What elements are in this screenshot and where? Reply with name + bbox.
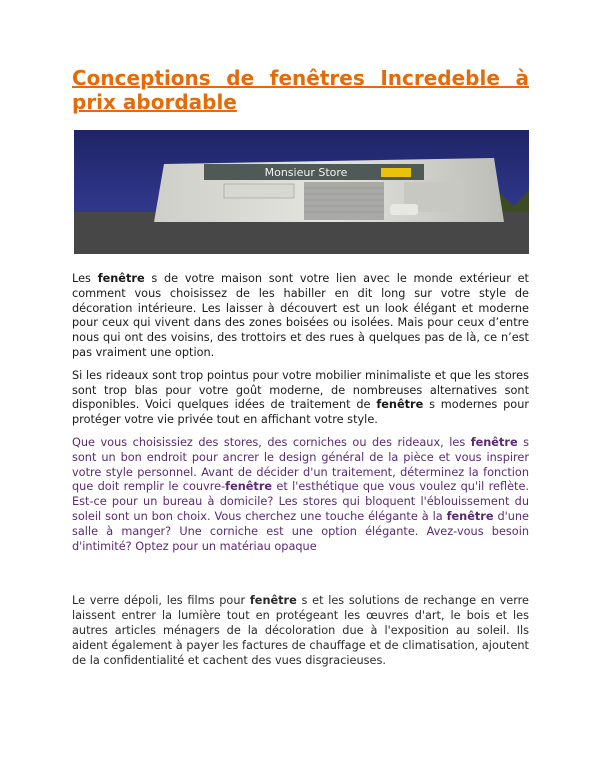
paragraph-2	[72, 369, 529, 428]
text: s de votre maison sont votre lien avec le monde extérieur et comment vous choisissez de les habiller en dit long sur votre style de décoration intérieure. Les laisser à découvert est un look élégant et moderne pour ceux qui vivent dans des zones boisées ou isolées. Mais pour ceux d’entre nous qui ont des voisins, des trottoirs et des rues à quelques pas de là, ce n’est pas vraiment une option.	[72, 272, 529, 359]
paragraph-3	[72, 436, 529, 554]
text: Que vous choisissiez des stores, des corniches ou des rideaux, les	[72, 435, 471, 449]
text: s sont un bon endroit pour ancrer le design général de la pièce et vous inspirer votre style personnel. Avant de décider d'un traitement, déterminez la fonction que doit remplir le couvre-	[72, 435, 529, 494]
paragraph-4	[72, 594, 529, 668]
text: s et les solutions de rechange en verre laissent entrer la lumière tout en protégeant les œuvres d'art, le bois et les autres articles ménagers de la décoloration due à l'exposition au soleil. Ils aident également à payer les factures de chauffage et de climatisation, ajoutent de la confidentialité et cachent des vues disgracieuses.	[72, 594, 529, 667]
storefront-photo	[74, 130, 529, 254]
text: et l'esthétique que vous voulez qu'il reflète. Est-ce pour un bureau à domicile? Les stores qui bloquent l'éblouissement du soleil sont un bon choix. Vous cherchez une touche élégante à la	[72, 480, 529, 523]
garage-door	[304, 182, 384, 220]
store-sign: Monsieur Store	[264, 166, 348, 179]
text: s modernes pour protéger votre vie privée tout en affichant votre style.	[72, 398, 529, 427]
text: Les	[72, 272, 98, 285]
document-page	[72, 66, 529, 668]
windows	[224, 184, 294, 198]
keyword: fenêtre	[376, 398, 424, 412]
text: Si les rideaux sont trop pointus pour votre mobilier minimaliste et que les stores sont trop blas pour votre goût moderne, de nombreuses alternatives sont disponibles. Voici quelques idées de traitement de	[72, 368, 529, 412]
paragraph-1	[72, 272, 529, 361]
keyword: fenêtre	[249, 594, 297, 608]
text: d'une salle à manger? Une corniche est une option élégante. Avez-vous besoin d'intimité? Optez pour un matériau opaque	[72, 509, 529, 553]
sign-logo	[381, 168, 411, 177]
parked-car	[390, 204, 418, 215]
text: Le verre dépoli, les films pour	[72, 594, 250, 608]
keyword: fenêtre	[97, 272, 145, 285]
keyword: fenêtre	[225, 480, 273, 494]
page-title[interactable]: Conceptions de fenêtres Incredeble à prix abordable	[72, 66, 529, 114]
keyword: fenêtre	[470, 435, 518, 449]
keyword: fenêtre	[446, 509, 494, 523]
